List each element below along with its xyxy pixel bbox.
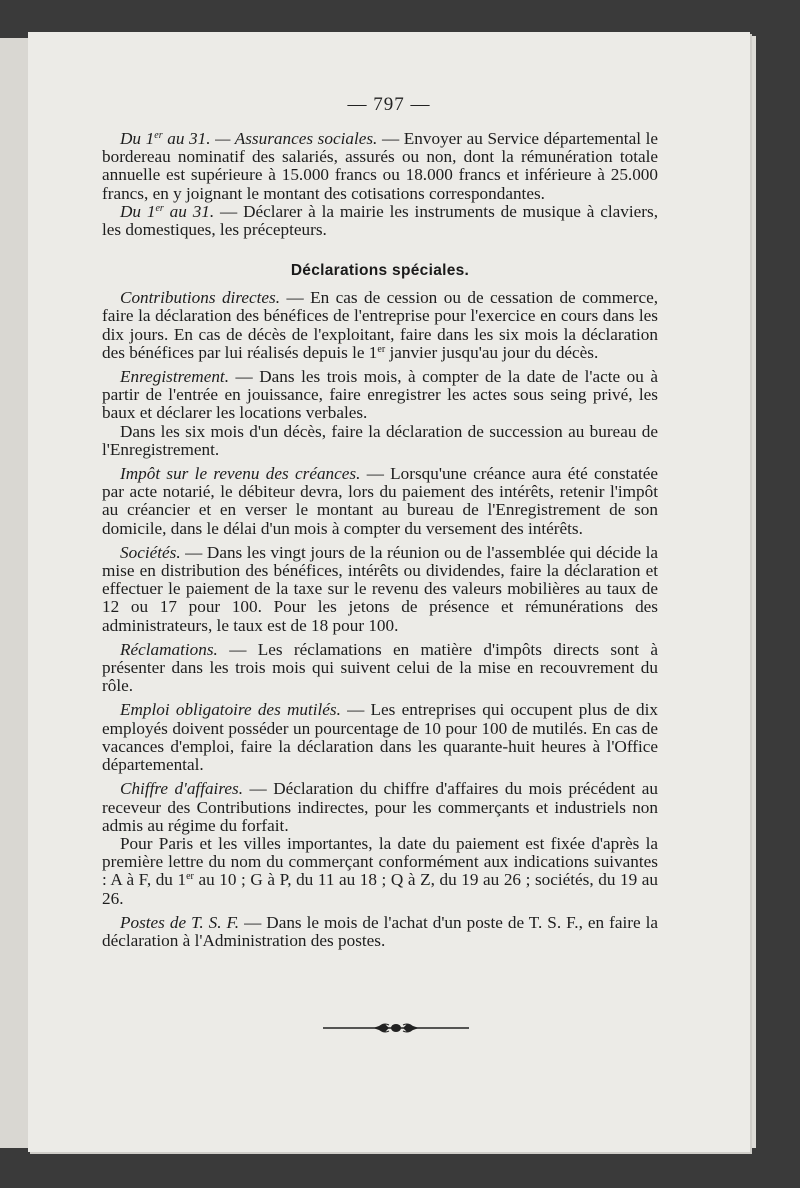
item-text: — Lorsqu'une créance aura été constatée par acte notarié, le débiteur devra, lors du paiement des intérêts, retenir l'impôt au créancier et en verser le montant au bureau de l'Enregistrement de son domicile, dans le délai d'un mois à compter du versement des intérêts. (102, 464, 658, 538)
item-lead: Contributions directes. (120, 288, 281, 308)
item-sup: er (186, 871, 194, 883)
item-succession (102, 423, 658, 459)
item-text: — Dans les vingt jours de la réunion ou de l'assemblée qui décide la mise en distribution des bénéfices, intérêts ou dividendes, faire la déclaration et effectuer le paiement de la taxe sur le revenu des valeurs mobilières au taux de 12 ou 17 pour 100. Pour les jetons de présence et rémunérations des administrateurs, le taux est de 18 pour 100. (102, 542, 658, 635)
paragraph-insurance (102, 130, 658, 203)
item-chiffre-affaires (102, 780, 658, 835)
adjacent-page-margin (0, 38, 30, 1148)
item-text: — Dans les trois mois, à compter de la date de l'acte ou à partir de l'entrée en jouissance, faire enregistrer les actes sous seing privé, les baux et déclarer les locations verbales. (102, 367, 658, 423)
paragraph-text: — Déclarer à la mairie les instruments de musique à claviers, les domestiques, les précepteurs. (102, 201, 659, 240)
item-lead: Postes de T. S. F. (120, 912, 240, 932)
item-enregistrement (102, 368, 658, 423)
item-emploi-mutiles (102, 701, 658, 774)
item-impot-creances (102, 465, 658, 538)
paragraph-lead: Du 1er au 31. (120, 201, 215, 221)
item-reclamations (102, 641, 658, 696)
item-societes (102, 544, 658, 635)
decorative-rule-icon (323, 1019, 469, 1037)
paragraph-text: — Envoyer au Service départemental le bordereau nominatif des salariés, assurés ou non, dont la rémunération totale annuelle est supérieure à 15.000 francs ou 18.000 francs et inférieure à 25.000 francs, en y joignant le montant des cotisations correspondantes. (102, 129, 659, 203)
item-lead: Impôt sur le revenu des créances. (120, 464, 361, 484)
item-sup: er (377, 343, 386, 355)
item-lead: Chiffre d'affaires. (120, 779, 244, 799)
item-text: — Déclaration du chiffre d'affaires du mois précédent au receveur des Contributions indirectes, pour les commerçants et industriels non admis au régime du forfait. (102, 779, 659, 835)
item-contributions-directes (102, 289, 658, 362)
item-text: — En cas de cession ou de cessation de commerce, faire la déclaration des bénéfices de l'entreprise pour l'exercice en cours dans les dix jours. En cas de décès de l'exploitant, faire dans les six mois la déclaration des bénéfices par lui réalisés depuis le 1 (102, 288, 658, 362)
item-text: — Les entreprises qui occupent plus de dix employés doivent posséder un pourcentage de 10 pour 100 de mutilés. En cas de vacances d'emploi, faire la déclaration dans les quarante-huit heures à l'Office départemental. (102, 700, 658, 775)
page-number: — 797 — (347, 94, 431, 115)
item-lead: Enregistrement. (120, 367, 229, 387)
item-text: — Les réclamations en matière d'impôts directs sont à présenter dans les trois mois qui suivent celui de la mise en recouvrement du rôle. (102, 639, 658, 696)
item-lead: Emploi obligatoire des mutilés. (120, 700, 341, 720)
item-postes-tsf (102, 914, 658, 950)
item-text: Dans les six mois d'un décès, faire la déclaration de succession au bureau de l'Enregistrement. (102, 421, 658, 459)
item-paris-dates (102, 835, 658, 908)
paragraph-instruments (102, 203, 658, 239)
text-block (102, 130, 658, 950)
section-heading: Déclarations spéciales. (290, 262, 470, 280)
paragraph-lead: Du 1er au 31. — Assurances sociales. (120, 129, 378, 148)
item-text: Pour Paris et les villes importantes, la date du paiement est fixée d'après la première lettre du nom du commerçant conformément aux indications suivantes : A à F, du 1 (102, 833, 658, 890)
item-text-cont: janvier jusqu'au jour du décès. (385, 342, 599, 362)
item-text-cont: au 10 ; G à P, du 11 au 18 ; Q à Z, du 19 au 26 ; sociétés, du 19 au 26. (102, 870, 658, 908)
item-text: — Dans le mois de l'achat d'un poste de T. S. F., en faire la déclaration à l'Administration des postes. (102, 912, 658, 950)
item-lead: Réclamations. (120, 639, 218, 659)
item-lead: Sociétés. (120, 542, 181, 562)
document-page (28, 32, 750, 1152)
